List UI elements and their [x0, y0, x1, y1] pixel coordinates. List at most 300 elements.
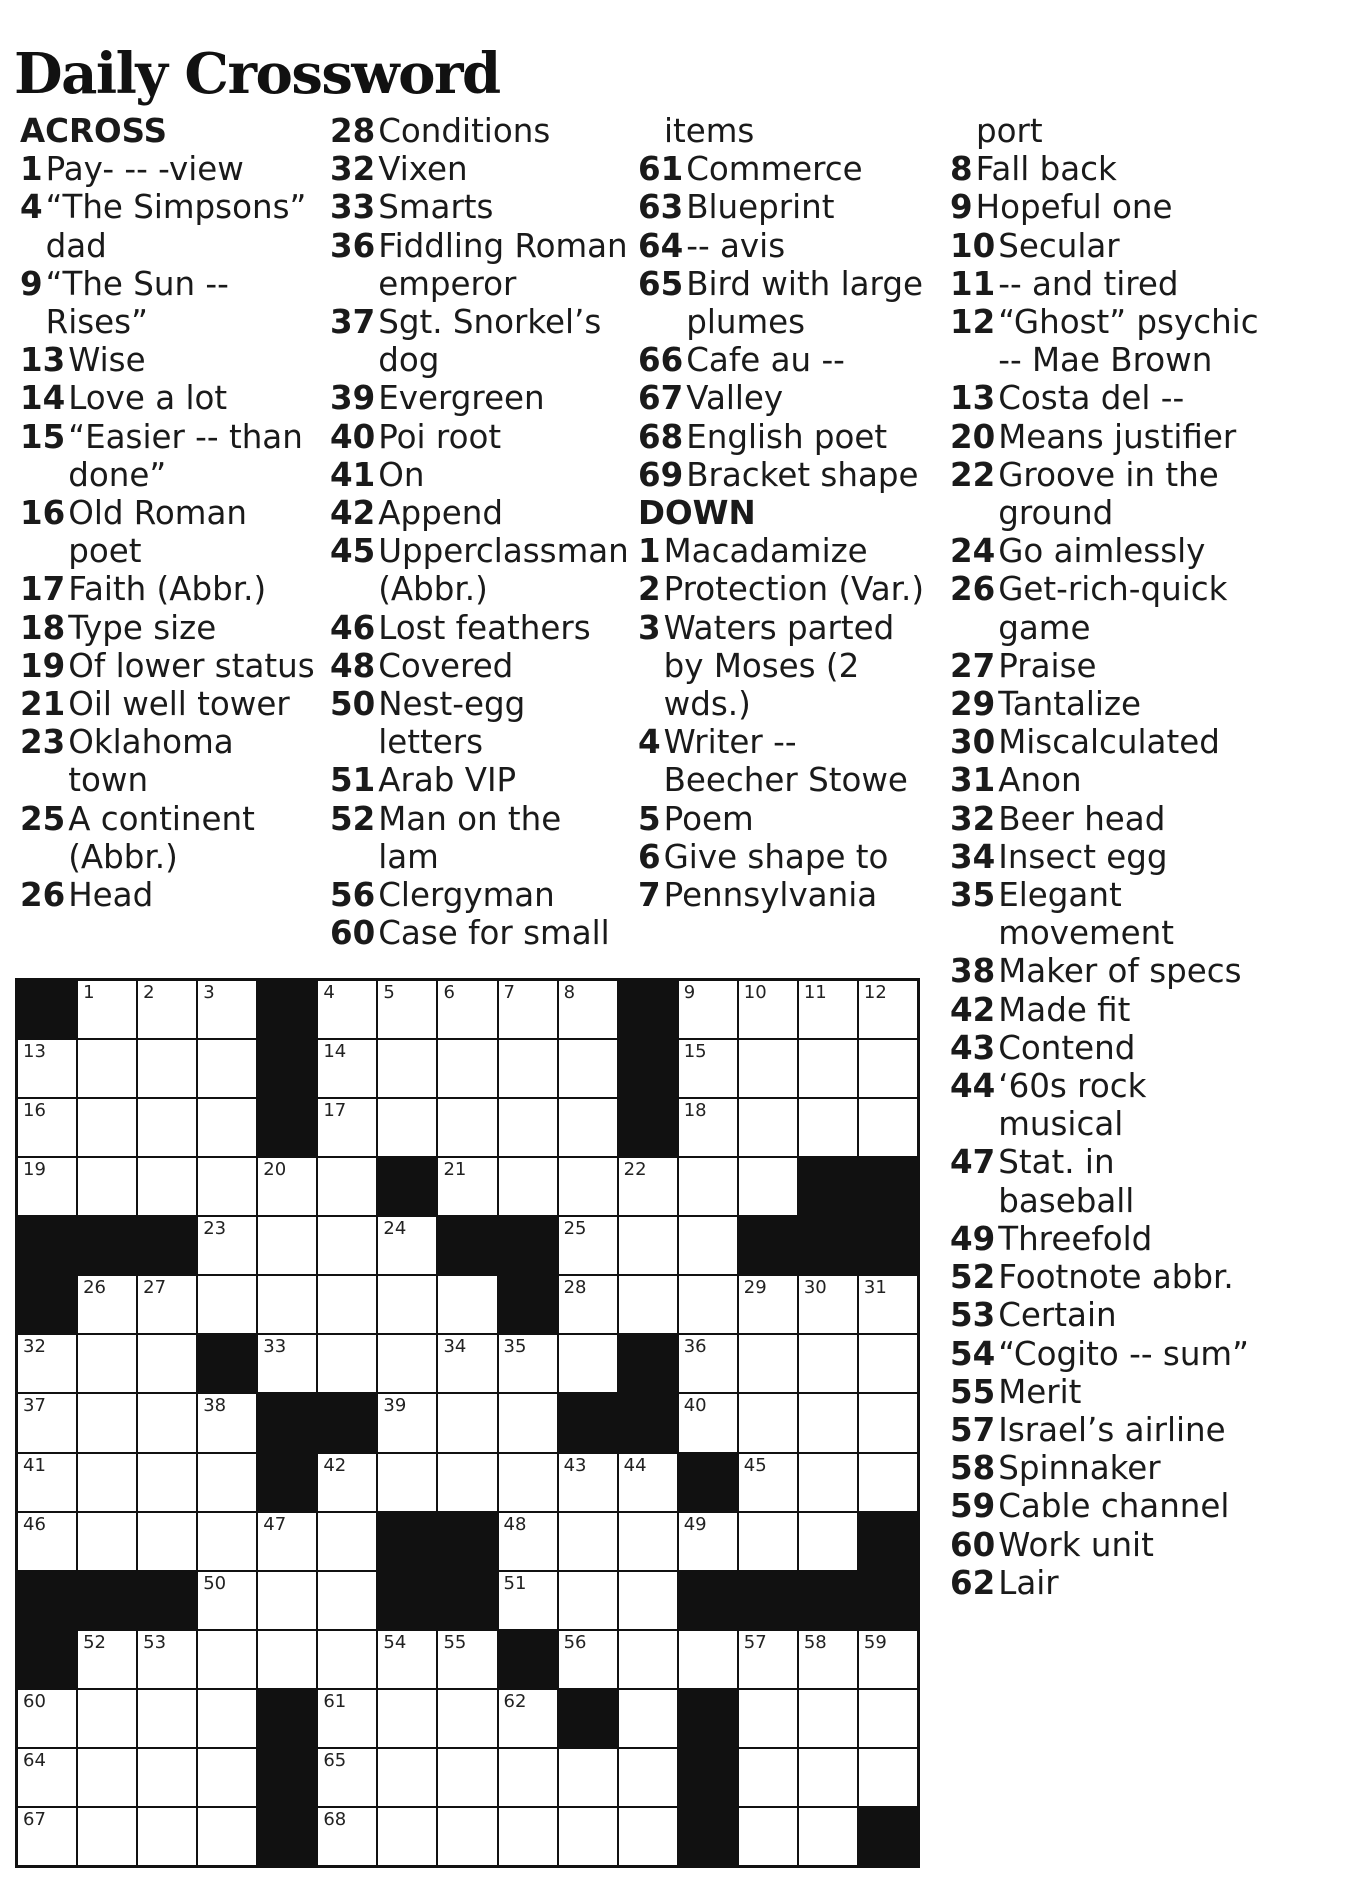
- clue-text: Man on the lam: [378, 799, 562, 876]
- clue-text: Get-rich-quick game: [998, 570, 1228, 647]
- grid-cell[interactable]: [378, 981, 436, 1038]
- grid-cell[interactable]: [859, 1749, 917, 1806]
- cell-number: 59: [863, 1631, 887, 1653]
- clue-item: [638, 876, 938, 914]
- cell-number: 24: [383, 1218, 407, 1240]
- grid-cell[interactable]: [18, 1158, 76, 1215]
- grid-cell[interactable]: [378, 1099, 436, 1156]
- clue-item: [950, 647, 1260, 685]
- clue-item: [950, 303, 1260, 379]
- clue-item: [20, 494, 320, 570]
- clue-item: [638, 150, 938, 188]
- clue-text: Sgt. Snorkel’s dog: [378, 303, 602, 380]
- grid-cell[interactable]: [859, 1099, 917, 1156]
- grid-cell[interactable]: [499, 1454, 557, 1511]
- grid-cell[interactable]: [739, 1394, 797, 1451]
- clue-item: [638, 341, 938, 379]
- grid-cell[interactable]: [18, 1099, 76, 1156]
- cell-number: 14: [323, 1041, 347, 1063]
- clue-number: 5: [638, 799, 661, 838]
- grid-cell[interactable]: [378, 1690, 436, 1747]
- cell-number: 21: [443, 1159, 467, 1181]
- clue-text: Beer head: [998, 799, 1166, 838]
- grid-cell[interactable]: [438, 1631, 496, 1688]
- grid-cell[interactable]: [499, 1158, 557, 1215]
- grid-cell[interactable]: [18, 1040, 76, 1097]
- grid-cell[interactable]: [799, 1394, 857, 1451]
- clue-text: Go aimlessly: [998, 532, 1206, 571]
- grid-cell[interactable]: [619, 1808, 677, 1865]
- grid-cell[interactable]: [559, 1808, 617, 1865]
- grid-cell[interactable]: [78, 1335, 136, 1392]
- clue-item: [950, 1143, 1260, 1219]
- grid-cell[interactable]: [318, 1040, 376, 1097]
- grid-cell[interactable]: [559, 1454, 617, 1511]
- grid-cell[interactable]: [78, 1690, 136, 1747]
- grid-cell[interactable]: [499, 1690, 557, 1747]
- clue-item: [330, 914, 630, 952]
- clue-text: Bird with large plumes: [686, 264, 923, 342]
- clue-item: [638, 188, 938, 226]
- clue-text: Merit: [998, 1372, 1082, 1411]
- grid-cell[interactable]: [78, 1394, 136, 1451]
- grid-cell[interactable]: [559, 1749, 617, 1806]
- clue-number: 26: [950, 570, 996, 609]
- grid-block: [679, 1808, 737, 1865]
- cell-number: 1: [83, 982, 95, 1003]
- grid-cell[interactable]: [438, 1276, 496, 1333]
- grid-cell[interactable]: [619, 1749, 677, 1806]
- clue-number: 30: [950, 723, 996, 762]
- grid-block: [258, 1690, 316, 1747]
- grid-cell[interactable]: [679, 1217, 737, 1274]
- grid-cell[interactable]: [799, 1808, 857, 1865]
- clue-text: Case for small: [378, 914, 610, 953]
- grid-cell[interactable]: [739, 1513, 797, 1570]
- grid-block: [619, 1394, 677, 1451]
- grid-cell[interactable]: [499, 1394, 557, 1451]
- grid-cell[interactable]: [739, 1040, 797, 1097]
- grid-cell[interactable]: [78, 1040, 136, 1097]
- cell-number: 9: [683, 982, 696, 1003]
- cell-number: 25: [563, 1218, 587, 1240]
- grid-cell[interactable]: [138, 1276, 196, 1333]
- clue-number: 8: [950, 150, 973, 189]
- clue-number: 57: [950, 1410, 996, 1449]
- cell-number: 4: [323, 982, 335, 1003]
- grid-cell[interactable]: [559, 1631, 617, 1688]
- grid-block: [499, 1217, 557, 1274]
- grid-cell[interactable]: [499, 1099, 557, 1156]
- cell-number: 41: [23, 1454, 46, 1476]
- clue-text: Old Roman poet: [68, 494, 247, 571]
- grid-cell[interactable]: [859, 981, 917, 1038]
- grid-cell[interactable]: [438, 1099, 496, 1156]
- grid-cell[interactable]: [318, 1276, 376, 1333]
- clue-number: 37: [330, 303, 376, 342]
- grid-cell[interactable]: [78, 1513, 136, 1570]
- grid-cell[interactable]: [138, 1335, 196, 1392]
- grid-cell[interactable]: [138, 1749, 196, 1806]
- grid-cell[interactable]: [198, 1749, 256, 1806]
- grid-cell[interactable]: [198, 1513, 256, 1570]
- clue-item: [20, 723, 320, 799]
- grid-cell[interactable]: [559, 1276, 617, 1333]
- grid-cell[interactable]: [138, 1158, 196, 1215]
- grid-cell[interactable]: [739, 1454, 797, 1511]
- clue-text: ‘60s rock musical: [998, 1067, 1147, 1144]
- clue-text: Threefold: [998, 1219, 1153, 1258]
- grid-cell[interactable]: [559, 1217, 617, 1274]
- clue-number: 10: [950, 226, 996, 265]
- grid-cell[interactable]: [799, 1690, 857, 1747]
- grid-cell[interactable]: [198, 981, 256, 1038]
- grid-cell[interactable]: [679, 1631, 737, 1688]
- grid-cell[interactable]: [739, 1749, 797, 1806]
- grid-block: [859, 1513, 917, 1570]
- grid-cell[interactable]: [198, 1394, 256, 1451]
- grid-block: [258, 1394, 316, 1451]
- grid-cell[interactable]: [138, 1040, 196, 1097]
- grid-cell[interactable]: [138, 1454, 196, 1511]
- clue-text: “The Sun -- Rises”: [45, 264, 229, 342]
- grid-cell[interactable]: [198, 1631, 256, 1688]
- grid-cell[interactable]: [378, 1631, 436, 1688]
- clue-number: 4: [638, 723, 661, 762]
- grid-cell[interactable]: [138, 981, 196, 1038]
- grid-cell[interactable]: [799, 1040, 857, 1097]
- grid-cell[interactable]: [138, 1513, 196, 1570]
- cell-number: 56: [563, 1631, 587, 1653]
- grid-cell[interactable]: [679, 1099, 737, 1156]
- grid-cell[interactable]: [18, 1335, 76, 1392]
- grid-cell[interactable]: [258, 1513, 316, 1570]
- grid-cell[interactable]: [18, 1808, 76, 1865]
- grid-cell[interactable]: [619, 1513, 677, 1570]
- grid-cell[interactable]: [258, 1572, 316, 1629]
- grid-cell[interactable]: [138, 1394, 196, 1451]
- grid-cell[interactable]: [739, 1099, 797, 1156]
- grid-cell[interactable]: [499, 981, 557, 1038]
- grid-cell[interactable]: [198, 1690, 256, 1747]
- grid-cell[interactable]: [318, 1217, 376, 1274]
- clue-item: [950, 838, 1260, 876]
- grid-cell[interactable]: [559, 981, 617, 1038]
- grid-cell[interactable]: [739, 1631, 797, 1688]
- grid-cell[interactable]: [318, 1335, 376, 1392]
- clue-number: 55: [950, 1372, 996, 1411]
- clue-number: 65: [638, 264, 684, 303]
- grid-cell[interactable]: [559, 1099, 617, 1156]
- clue-item: [950, 456, 1260, 532]
- grid-cell[interactable]: [499, 1808, 557, 1865]
- grid-cell[interactable]: [318, 1572, 376, 1629]
- clue-text: A continent (Abbr.): [68, 799, 255, 876]
- grid-cell[interactable]: [859, 1335, 917, 1392]
- grid-cell[interactable]: [859, 1690, 917, 1747]
- grid-cell[interactable]: [438, 1749, 496, 1806]
- clue-item: [330, 456, 630, 494]
- clue-item: [950, 150, 1260, 188]
- cell-number: 11: [803, 982, 827, 1003]
- grid-cell[interactable]: [559, 1040, 617, 1097]
- cell-number: 65: [323, 1749, 347, 1771]
- clue-number: 19: [20, 646, 66, 685]
- cell-number: 58: [803, 1631, 827, 1653]
- grid-cell[interactable]: [198, 1276, 256, 1333]
- clue-number: 36: [330, 226, 376, 265]
- grid-cell[interactable]: [438, 981, 496, 1038]
- grid-cell[interactable]: [679, 1513, 737, 1570]
- grid-cell[interactable]: [559, 1513, 617, 1570]
- grid-cell[interactable]: [739, 981, 797, 1038]
- clue-text: Oil well tower: [68, 685, 290, 724]
- grid-cell[interactable]: [799, 1099, 857, 1156]
- grid-cell[interactable]: [559, 1335, 617, 1392]
- grid-cell[interactable]: [619, 1690, 677, 1747]
- grid-block: [499, 1631, 557, 1688]
- clue-item: [950, 1526, 1260, 1564]
- clue-text: Poi root: [378, 417, 502, 456]
- grid-cell[interactable]: [438, 1158, 496, 1215]
- grid-block: [18, 1276, 76, 1333]
- cell-number: 27: [143, 1277, 167, 1299]
- grid-cell[interactable]: [438, 1394, 496, 1451]
- clue-text: Certain: [998, 1296, 1117, 1335]
- grid-cell[interactable]: [619, 1454, 677, 1511]
- grid-block: [198, 1335, 256, 1392]
- grid-cell[interactable]: [499, 1749, 557, 1806]
- grid-cell[interactable]: [78, 1099, 136, 1156]
- grid-cell[interactable]: [378, 1394, 436, 1451]
- grid-cell[interactable]: [799, 1335, 857, 1392]
- grid-cell[interactable]: [78, 1276, 136, 1333]
- clue-item: [638, 609, 938, 724]
- grid-cell[interactable]: [739, 1276, 797, 1333]
- grid-cell[interactable]: [499, 1040, 557, 1097]
- cell-number: 16: [23, 1100, 46, 1122]
- clue-item: [20, 379, 320, 417]
- grid-cell[interactable]: [18, 1513, 76, 1570]
- clue-number: 68: [638, 417, 684, 456]
- grid-cell[interactable]: [559, 1572, 617, 1629]
- grid-cell[interactable]: [258, 1158, 316, 1215]
- grid-cell[interactable]: [198, 1808, 256, 1865]
- grid-cell[interactable]: [619, 1217, 677, 1274]
- grid-cell[interactable]: [378, 1335, 436, 1392]
- grid-cell[interactable]: [198, 1217, 256, 1274]
- clue-number: 66: [638, 341, 684, 380]
- grid-block: [258, 1099, 316, 1156]
- cell-number: 54: [383, 1631, 407, 1653]
- grid-cell[interactable]: [619, 1276, 677, 1333]
- clue-number: 42: [950, 990, 996, 1029]
- grid-cell[interactable]: [859, 1631, 917, 1688]
- grid-cell[interactable]: [739, 1808, 797, 1865]
- grid-cell[interactable]: [739, 1158, 797, 1215]
- grid-cell[interactable]: [499, 1572, 557, 1629]
- cell-number: 13: [23, 1041, 46, 1063]
- grid-cell[interactable]: [18, 1690, 76, 1747]
- clue-item: [20, 418, 320, 494]
- grid-cell[interactable]: [859, 1394, 917, 1451]
- clue-text: Costa del --: [998, 379, 1185, 418]
- clue-item: [950, 761, 1260, 799]
- cell-number: 53: [143, 1631, 167, 1653]
- crossword-grid: [15, 978, 920, 1868]
- grid-cell[interactable]: [438, 1040, 496, 1097]
- grid-cell[interactable]: [318, 1158, 376, 1215]
- grid-cell[interactable]: [198, 1040, 256, 1097]
- grid-cell[interactable]: [799, 981, 857, 1038]
- grid-cell[interactable]: [258, 1276, 316, 1333]
- grid-cell[interactable]: [18, 1749, 76, 1806]
- grid-cell[interactable]: [559, 1158, 617, 1215]
- cell-number: 38: [203, 1395, 227, 1417]
- grid-cell[interactable]: [318, 1690, 376, 1747]
- grid-block: [859, 1158, 917, 1215]
- grid-cell[interactable]: [859, 1276, 917, 1333]
- grid-cell[interactable]: [679, 1335, 737, 1392]
- grid-cell[interactable]: [258, 1335, 316, 1392]
- grid-block: [619, 1335, 677, 1392]
- grid-block: [258, 1749, 316, 1806]
- grid-cell[interactable]: [619, 1631, 677, 1688]
- grid-cell[interactable]: [318, 1513, 376, 1570]
- clue-item: [330, 303, 630, 379]
- grid-cell[interactable]: [378, 1454, 436, 1511]
- clue-text: Footnote abbr.: [998, 1258, 1234, 1297]
- grid-cell[interactable]: [318, 1749, 376, 1806]
- clue-number: 32: [330, 150, 376, 189]
- clue-number: 3: [638, 608, 661, 647]
- clue-item: [950, 532, 1260, 570]
- clue-item: [20, 570, 320, 608]
- clue-text: Waters parted by Moses (2 wds.): [663, 608, 895, 724]
- grid-cell[interactable]: [18, 1454, 76, 1511]
- grid-cell[interactable]: [18, 1394, 76, 1451]
- clue-item: [950, 800, 1260, 838]
- grid-cell[interactable]: [438, 1690, 496, 1747]
- grid-block: [739, 1217, 797, 1274]
- grid-cell[interactable]: [619, 1572, 677, 1629]
- clue-text: Lair: [998, 1563, 1059, 1602]
- grid-block: [859, 1572, 917, 1629]
- cell-number: 44: [623, 1454, 647, 1476]
- grid-cell[interactable]: [499, 1335, 557, 1392]
- grid-cell[interactable]: [859, 1454, 917, 1511]
- grid-cell[interactable]: [859, 1040, 917, 1097]
- grid-cell[interactable]: [799, 1513, 857, 1570]
- clue-item: [638, 112, 938, 150]
- grid-cell[interactable]: [198, 1572, 256, 1629]
- clue-text: Fiddling Roman emperor: [378, 226, 628, 303]
- clue-number: 60: [950, 1525, 996, 1564]
- grid-block: [559, 1690, 617, 1747]
- grid-cell[interactable]: [619, 1158, 677, 1215]
- grid-cell[interactable]: [258, 1217, 316, 1274]
- grid-block: [679, 1454, 737, 1511]
- clue-item: [330, 609, 630, 647]
- clue-text: Commerce: [686, 150, 863, 189]
- clue-text: Miscalculated: [998, 723, 1220, 762]
- grid-cell[interactable]: [679, 1158, 737, 1215]
- grid-cell[interactable]: [378, 1808, 436, 1865]
- grid-cell[interactable]: [438, 1335, 496, 1392]
- grid-cell[interactable]: [799, 1749, 857, 1806]
- grid-cell[interactable]: [679, 1040, 737, 1097]
- grid-cell[interactable]: [78, 1454, 136, 1511]
- grid-cell[interactable]: [438, 1808, 496, 1865]
- grid-cell[interactable]: [739, 1690, 797, 1747]
- clue-number: 18: [20, 608, 66, 647]
- clue-item: [330, 112, 630, 150]
- grid-cell[interactable]: [78, 1749, 136, 1806]
- grid-cell[interactable]: [138, 1690, 196, 1747]
- grid-cell[interactable]: [679, 981, 737, 1038]
- grid-cell[interactable]: [799, 1631, 857, 1688]
- grid-cell[interactable]: [78, 1158, 136, 1215]
- grid-cell[interactable]: [138, 1808, 196, 1865]
- grid-cell[interactable]: [378, 1217, 436, 1274]
- grid-cell[interactable]: [198, 1454, 256, 1511]
- clue-text: Writer -- Beecher Stowe: [663, 723, 908, 800]
- clue-number: 34: [950, 837, 996, 876]
- clue-item: [638, 227, 938, 265]
- clue-number: 47: [950, 1143, 996, 1182]
- grid-cell[interactable]: [258, 1631, 316, 1688]
- clue-text: Tantalize: [998, 685, 1141, 724]
- grid-cell[interactable]: [799, 1276, 857, 1333]
- grid-cell[interactable]: [138, 1631, 196, 1688]
- grid-cell[interactable]: [78, 981, 136, 1038]
- grid-cell[interactable]: [318, 1808, 376, 1865]
- grid-cell[interactable]: [499, 1513, 557, 1570]
- clue-number: 9: [950, 188, 973, 227]
- grid-cell[interactable]: [138, 1099, 196, 1156]
- clue-number: 14: [20, 379, 66, 418]
- clue-text: Vixen: [378, 150, 468, 189]
- cell-number: 17: [323, 1100, 347, 1122]
- grid-cell[interactable]: [438, 1454, 496, 1511]
- clue-text: Give shape to: [663, 837, 889, 876]
- clue-number: 38: [950, 952, 996, 991]
- cell-number: 68: [323, 1808, 347, 1830]
- grid-cell[interactable]: [378, 1276, 436, 1333]
- cell-number: 55: [443, 1631, 467, 1653]
- clue-text: “The Simpsons” dad: [45, 188, 307, 265]
- clue-item: [950, 1373, 1260, 1411]
- grid-cell[interactable]: [318, 981, 376, 1038]
- grid-cell[interactable]: [198, 1099, 256, 1156]
- grid-cell[interactable]: [198, 1158, 256, 1215]
- clue-number: 69: [638, 455, 684, 494]
- grid-cell[interactable]: [78, 1808, 136, 1865]
- cell-number: 40: [683, 1395, 707, 1417]
- grid-cell[interactable]: [679, 1276, 737, 1333]
- grid-cell[interactable]: [378, 1749, 436, 1806]
- clue-text: Groove in the ground: [998, 455, 1219, 533]
- grid-cell[interactable]: [318, 1631, 376, 1688]
- clue-text: Protection (Var.): [663, 570, 925, 609]
- grid-cell[interactable]: [799, 1454, 857, 1511]
- grid-cell[interactable]: [679, 1394, 737, 1451]
- grid-cell[interactable]: [78, 1631, 136, 1688]
- grid-cell[interactable]: [318, 1454, 376, 1511]
- grid-cell[interactable]: [378, 1040, 436, 1097]
- grid-cell[interactable]: [318, 1099, 376, 1156]
- grid-cell[interactable]: [739, 1335, 797, 1392]
